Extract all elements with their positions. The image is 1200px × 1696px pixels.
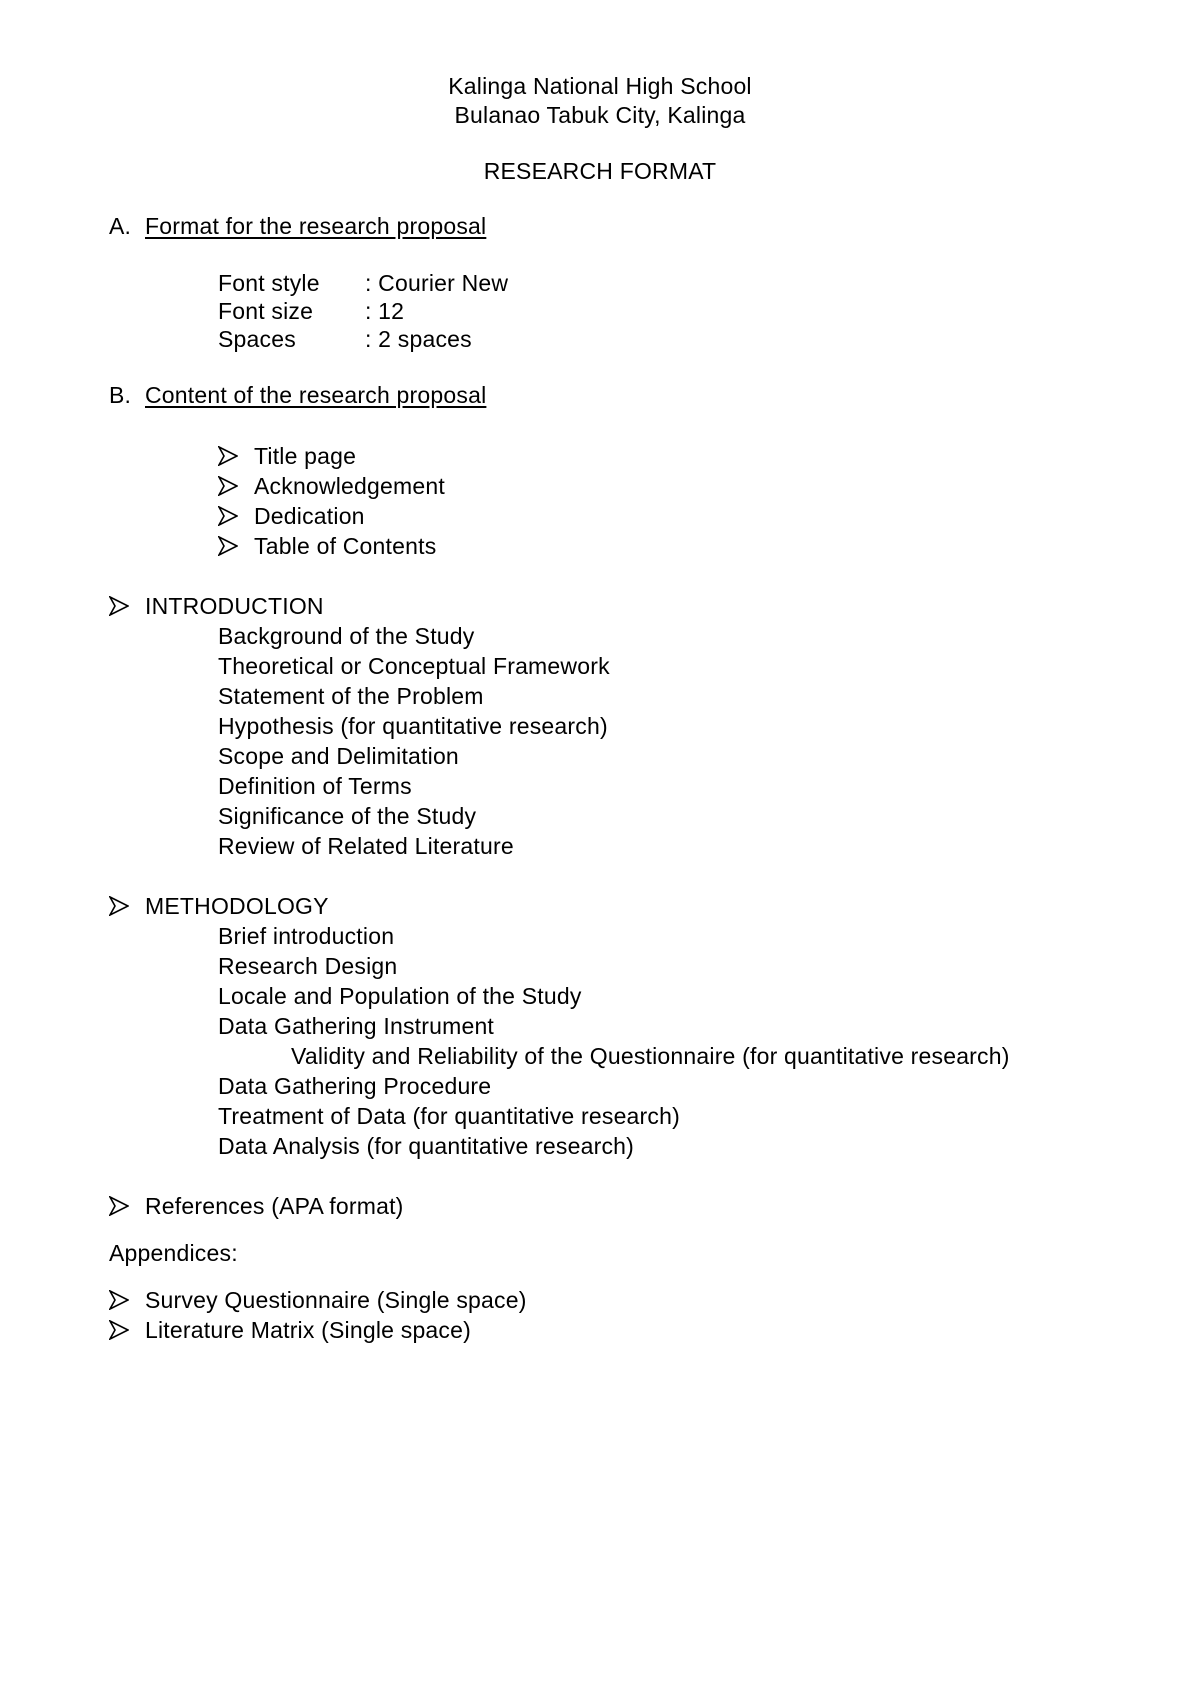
introduction-title: INTRODUCTION xyxy=(145,593,324,619)
section-a-heading xyxy=(109,211,709,241)
spec-value: : 12 xyxy=(365,298,405,324)
introduction-item: Background of the Study xyxy=(218,623,475,649)
arrowhead-bullet-icon xyxy=(218,506,238,526)
introduction-item: Hypothesis (for quantitative research) xyxy=(218,713,608,739)
arrowhead-bullet-icon xyxy=(218,476,238,496)
appendix-item-label: Survey Questionnaire (Single space) xyxy=(145,1287,527,1313)
appendices-heading: Appendices: xyxy=(109,1240,238,1266)
spec-label: Spaces xyxy=(218,326,296,352)
methodology-heading xyxy=(109,891,709,921)
list-item xyxy=(218,441,818,471)
arrowhead-bullet-icon xyxy=(109,1196,129,1216)
list-item xyxy=(218,471,818,501)
spec-row xyxy=(218,324,718,354)
methodology-item: Treatment of Data (for quantitative research) xyxy=(218,1103,680,1129)
spec-value: : Courier New xyxy=(365,270,509,296)
list-item-label: Acknowledgement xyxy=(254,473,445,499)
spec-label: Font size xyxy=(218,298,314,324)
references-label: References (APA format) xyxy=(145,1193,404,1219)
section-b-letter: B. xyxy=(109,382,132,408)
school-address: Bulanao Tabuk City, Kalinga xyxy=(454,102,746,128)
section-b-title: Content of the research proposal xyxy=(145,382,487,408)
methodology-subitem: Validity and Reliability of the Questionnaire (for quantitative research) xyxy=(291,1043,1010,1069)
list-item-label: Title page xyxy=(254,443,357,469)
spec-row xyxy=(218,268,718,298)
spec-row xyxy=(218,296,718,326)
methodology-item: Data Gathering Instrument xyxy=(218,1013,495,1039)
document-title: RESEARCH FORMAT xyxy=(483,158,717,184)
methodology-item: Brief introduction xyxy=(218,923,395,949)
arrowhead-bullet-icon xyxy=(218,536,238,556)
spec-label: Font style xyxy=(218,270,320,296)
introduction-heading xyxy=(109,591,709,621)
section-b-heading xyxy=(109,380,709,410)
methodology-item: Research Design xyxy=(218,953,398,979)
arrowhead-bullet-icon xyxy=(109,596,129,616)
list-item xyxy=(218,501,818,531)
introduction-item: Significance of the Study xyxy=(218,803,477,829)
introduction-item: Theoretical or Conceptual Framework xyxy=(218,653,610,679)
section-a-letter: A. xyxy=(109,213,132,239)
introduction-item: Statement of the Problem xyxy=(218,683,484,709)
introduction-item: Scope and Delimitation xyxy=(218,743,459,769)
methodology-item: Locale and Population of the Study xyxy=(218,983,582,1009)
list-item-label: Dedication xyxy=(254,503,365,529)
methodology-title: METHODOLOGY xyxy=(145,893,329,919)
appendix-item xyxy=(109,1285,809,1315)
methodology-item: Data Analysis (for quantitative research) xyxy=(218,1133,635,1159)
school-name: Kalinga National High School xyxy=(448,73,752,99)
appendix-item-label: Literature Matrix (Single space) xyxy=(145,1317,471,1343)
appendix-item xyxy=(109,1315,809,1345)
introduction-item: Definition of Terms xyxy=(218,773,412,799)
list-item xyxy=(218,531,818,561)
references-line xyxy=(109,1191,709,1221)
section-a-title: Format for the research proposal xyxy=(145,213,487,239)
arrowhead-bullet-icon xyxy=(218,446,238,466)
introduction-item: Review of Related Literature xyxy=(218,833,514,859)
methodology-item: Data Gathering Procedure xyxy=(218,1073,492,1099)
arrowhead-bullet-icon xyxy=(109,896,129,916)
arrowhead-bullet-icon xyxy=(109,1290,129,1310)
list-item-label: Table of Contents xyxy=(254,533,437,559)
spec-value: : 2 spaces xyxy=(365,326,472,352)
arrowhead-bullet-icon xyxy=(109,1320,129,1340)
